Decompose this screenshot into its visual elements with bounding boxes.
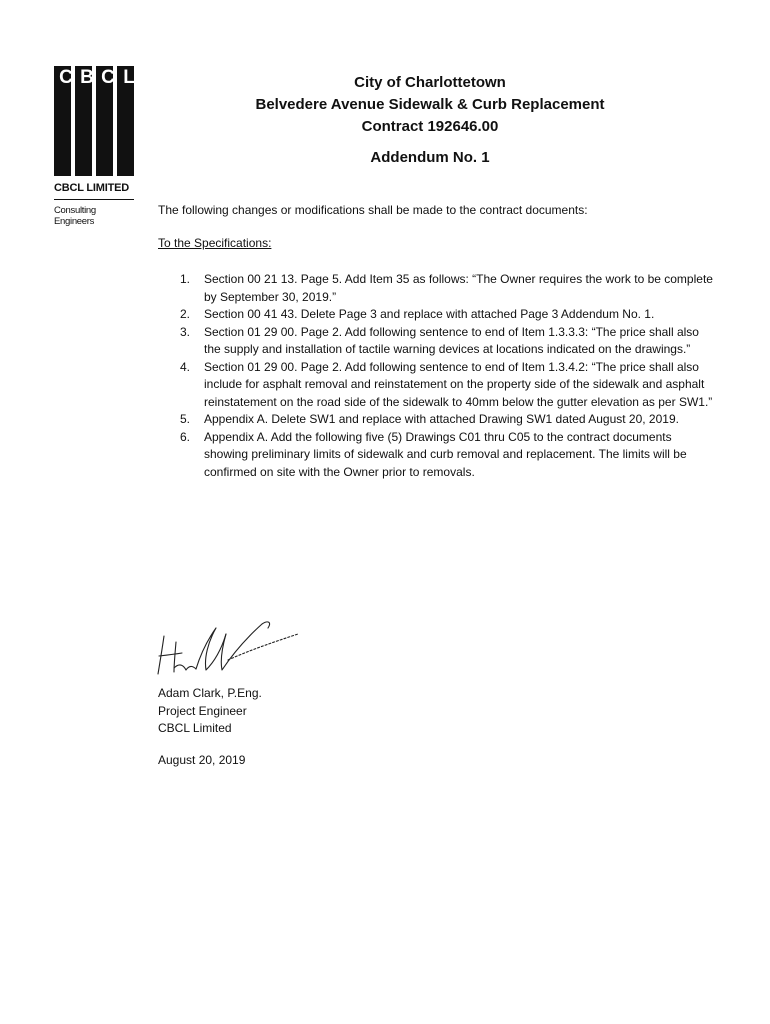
logo-subtitle: Consulting Engineers [54, 205, 96, 227]
signature-image [150, 612, 302, 680]
logo-letter: L [123, 67, 135, 88]
list-item [158, 306, 718, 324]
logo-company-name: CBCL LIMITED [54, 182, 134, 200]
item-number: 1. [180, 272, 191, 286]
logo-letter: C [101, 67, 115, 88]
item-text: Section 01 29 00. Page 2. Add following sentence to end of Item 1.3.3.3: “The price shall also the supply and installation of tactile warning devices at locations indicated on the drawings.” [204, 324, 699, 356]
document-date: August 20, 2019 [158, 753, 246, 767]
list-item [158, 411, 718, 429]
change-list [158, 271, 718, 481]
logo-blocks [54, 66, 134, 176]
logo-letter: C [59, 67, 73, 88]
logo-block [75, 66, 92, 176]
item-number: 3. [180, 324, 191, 339]
signer-company: CBCL Limited [158, 721, 232, 735]
item-text: Appendix A. Add the following five (5) Drawings C01 thru C05 to the contract documents showing preliminary limits of sidewalk and curb removal and replacement. The limits will be confirmed on site with the Owner prior to removals. [204, 429, 687, 479]
heading-contract: Contract 192646.00 [361, 118, 499, 135]
logo-block [54, 66, 71, 176]
signer-title: Project Engineer [158, 703, 247, 718]
item-text: Section 01 29 00. Page 2. Add following sentence to end of Item 1.3.4.2: “The price shall also include for asphalt removal and reinstatement on the property side of the sidewalk and asphalt reinstatement on the road side of the sidewalk to 40mm below the gutter elevation as per SW1.” [204, 359, 713, 409]
signer-name: Adam Clark, P.Eng. [158, 686, 262, 700]
intro-paragraph: The following changes or modifications shall be made to the contract documents: [158, 203, 588, 217]
item-number: 4. [180, 359, 191, 374]
item-text: Appendix A. Delete SW1 and replace with attached Drawing SW1 dated August 20, 2019. [204, 412, 679, 426]
item-text: Section 00 41 43. Delete Page 3 and replace with attached Page 3 Addendum No. 1. [204, 307, 655, 321]
signer-block [158, 685, 262, 738]
specifications-heading: To the Specifications: [158, 235, 272, 250]
heading-addendum: Addendum No. 1 [370, 149, 490, 166]
list-item [158, 429, 718, 482]
list-item [158, 359, 718, 412]
company-logo [54, 66, 134, 227]
list-item [158, 271, 718, 306]
logo-block [96, 66, 113, 176]
logo-block [117, 66, 134, 176]
item-number: 5. [180, 412, 191, 426]
logo-letter: B [80, 67, 94, 88]
document-heading [180, 72, 680, 166]
heading-project: Belvedere Avenue Sidewalk & Curb Replacement [255, 96, 605, 113]
document-body [158, 202, 718, 481]
list-item [158, 324, 718, 359]
item-number: 2. [180, 307, 191, 321]
item-text: Section 00 21 13. Page 5. Add Item 35 as follows: “The Owner requires the work to be complete by September 30, 2019.” [204, 272, 713, 304]
heading-city: City of Charlottetown [354, 74, 506, 91]
item-number: 6. [180, 429, 191, 444]
